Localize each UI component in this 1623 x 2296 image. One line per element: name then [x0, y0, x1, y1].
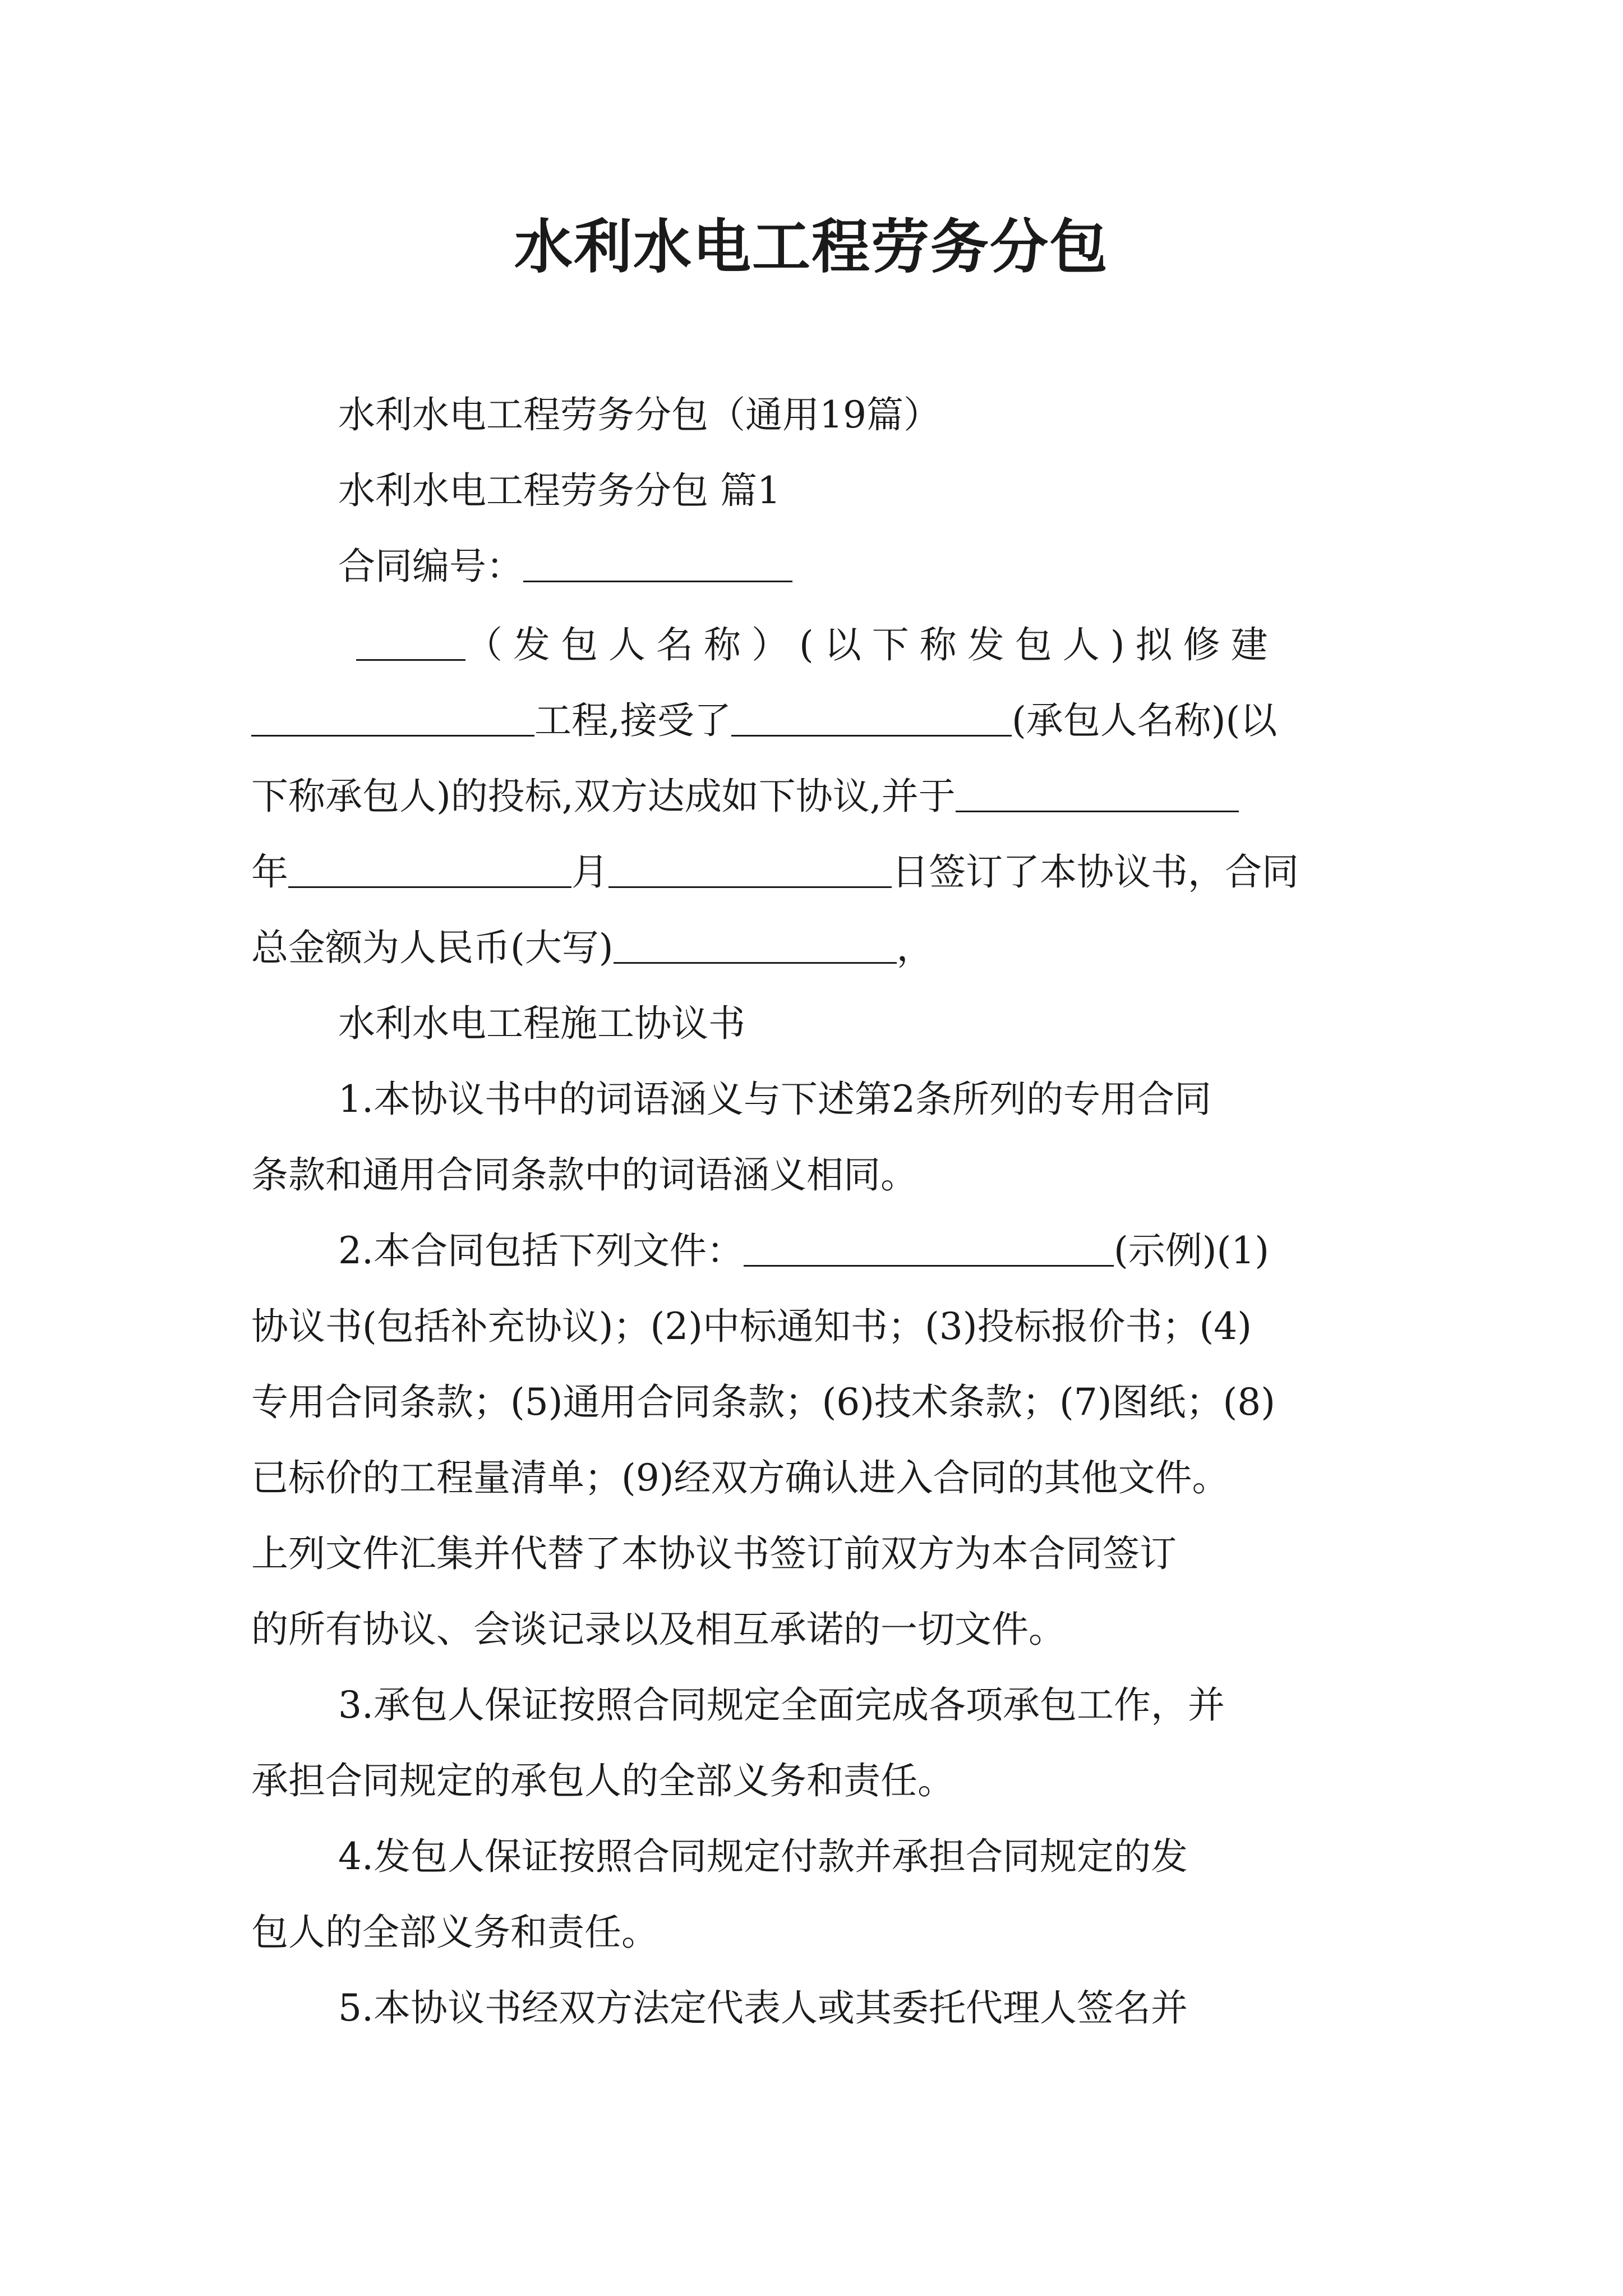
intro-year-label: 年	[251, 850, 288, 894]
intro-line-3-text: 下称承包人)的投标,双方达成如下协议,并于	[251, 775, 956, 818]
intro-line-5	[251, 923, 1378, 973]
clause-2-line-1a: 2.本合同包括下列文件：	[338, 1229, 744, 1272]
contract-number-label: 合同编号：	[338, 545, 523, 588]
clause-2-line-2: 协议书(包括补充协议)；(2)中标通知书；(3)投标报价书；(4)	[251, 1305, 1252, 1348]
clause-2-line-5: 上列文件汇集并代替了本协议书签订前双方为本合同签订	[251, 1532, 1177, 1575]
clause-1-line-1: 1.本协议书中的词语涵义与下述第2条所列的专用合同	[338, 1078, 1211, 1121]
intro-line-3	[251, 771, 1378, 822]
total-amount-blank	[614, 925, 897, 964]
clause-1-line-2: 条款和通用合同条款中的词语涵义相同。	[251, 1153, 917, 1197]
employer-name-blank	[356, 622, 465, 661]
intro-line-1	[356, 620, 1378, 670]
intro-line-4	[251, 847, 1378, 898]
month-blank	[608, 849, 892, 888]
clause-2-line-1b: (示例)(1)	[1113, 1229, 1269, 1272]
documents-blank	[744, 1228, 1114, 1267]
clause-2-line-3: 专用合同条款；(5)通用合同条款；(6)技术条款；(7)图纸；(8)	[251, 1381, 1275, 1424]
intro-line-5-end: ，	[896, 926, 934, 969]
section-heading: 水利水电工程劳务分包 篇1	[338, 469, 781, 512]
contract-number-line	[338, 541, 1378, 592]
sign-date-blank	[956, 774, 1239, 812]
subtitle: 水利水电工程劳务分包（通用19篇）	[338, 393, 940, 436]
project-name-blank	[251, 698, 534, 737]
clause-2-line-4: 已标价的工程量清单；(9)经双方确认进入合同的其他文件。	[251, 1456, 1229, 1499]
contractor-name-blank	[731, 698, 1012, 737]
clause-3-line-2: 承担合同规定的承包人的全部义务和责任。	[251, 1759, 955, 1802]
agreement-heading: 水利水电工程施工协议书	[338, 1002, 745, 1045]
intro-line-2	[251, 696, 1378, 746]
intro-line-2b: (承包人名称)(以	[1011, 699, 1278, 742]
intro-line-2a: 工程,接受了	[534, 699, 731, 742]
clause-5-line-1: 5.本协议书经双方法定代表人或其委托代理人签名并	[338, 1986, 1188, 2030]
intro-line-4c: 日签订了本协议书，合同	[892, 850, 1299, 894]
clause-2-line-1	[338, 1226, 1378, 1276]
document-title: 水利水电工程劳务分包	[514, 212, 1109, 281]
intro-line-1-text: （发包人名称）(以下称发包人)拟修建	[465, 623, 1279, 666]
clause-2-line-6: 的所有协议、会谈记录以及相互承诺的一切文件。	[251, 1608, 1066, 1651]
clause-4-line-2: 包人的全部义务和责任。	[251, 1911, 658, 1954]
clause-3-line-1: 3.承包人保证按照合同规定全面完成各项承包工作，并	[338, 1683, 1225, 1727]
contract-number-blank	[523, 544, 792, 582]
intro-month-label: 月	[571, 850, 608, 894]
intro-line-5-text: 总金额为人民币(大写)	[251, 926, 614, 969]
year-blank	[288, 849, 571, 888]
clause-4-line-1: 4.发包人保证按照合同规定付款并承担合同规定的发	[338, 1835, 1188, 1878]
